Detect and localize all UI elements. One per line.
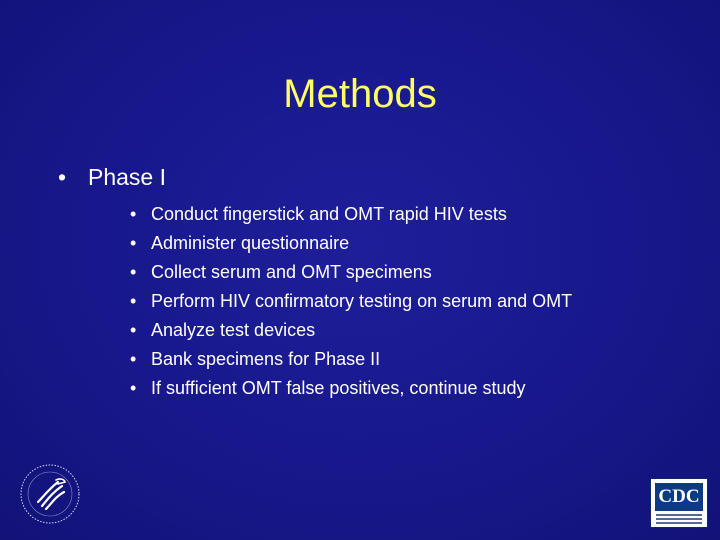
level1-bullet-text: Phase I [88, 164, 166, 190]
sub-bullet-list [130, 200, 572, 403]
list-item [130, 345, 572, 374]
list-item [130, 316, 572, 345]
list-item-text: Administer questionnaire [151, 233, 350, 253]
list-item [130, 200, 572, 229]
list-item-text: Analyze test devices [151, 320, 316, 340]
bullet-glyph: • [130, 320, 137, 340]
cdc-logo-text: CDC [655, 483, 703, 511]
cdc-logo-lines [656, 514, 702, 526]
bullet-glyph: • [130, 233, 137, 253]
list-item-text: Bank specimens for Phase II [151, 349, 381, 369]
list-item [130, 258, 572, 287]
list-item [130, 287, 572, 316]
list-item-text: Perform HIV confirmatory testing on serum and OMT [151, 291, 573, 311]
bullet-glyph: • [58, 164, 67, 190]
list-item [130, 229, 572, 258]
list-item [130, 374, 572, 403]
list-item-text: Conduct fingerstick and OMT rapid HIV tests [151, 204, 507, 224]
level1-bullet-item [58, 162, 166, 192]
bullet-glyph: • [130, 378, 137, 398]
list-item-text: Collect serum and OMT specimens [151, 262, 432, 282]
list-item-text: If sufficient OMT false positives, continue study [151, 378, 526, 398]
slide-title: Methods [283, 72, 437, 116]
bullet-glyph: • [130, 262, 137, 282]
bullet-glyph: • [130, 291, 137, 311]
bullet-glyph: • [130, 204, 137, 224]
cdc-logo [650, 478, 708, 528]
bullet-glyph: • [130, 349, 137, 369]
hhs-eagle-seal-icon [18, 462, 82, 526]
